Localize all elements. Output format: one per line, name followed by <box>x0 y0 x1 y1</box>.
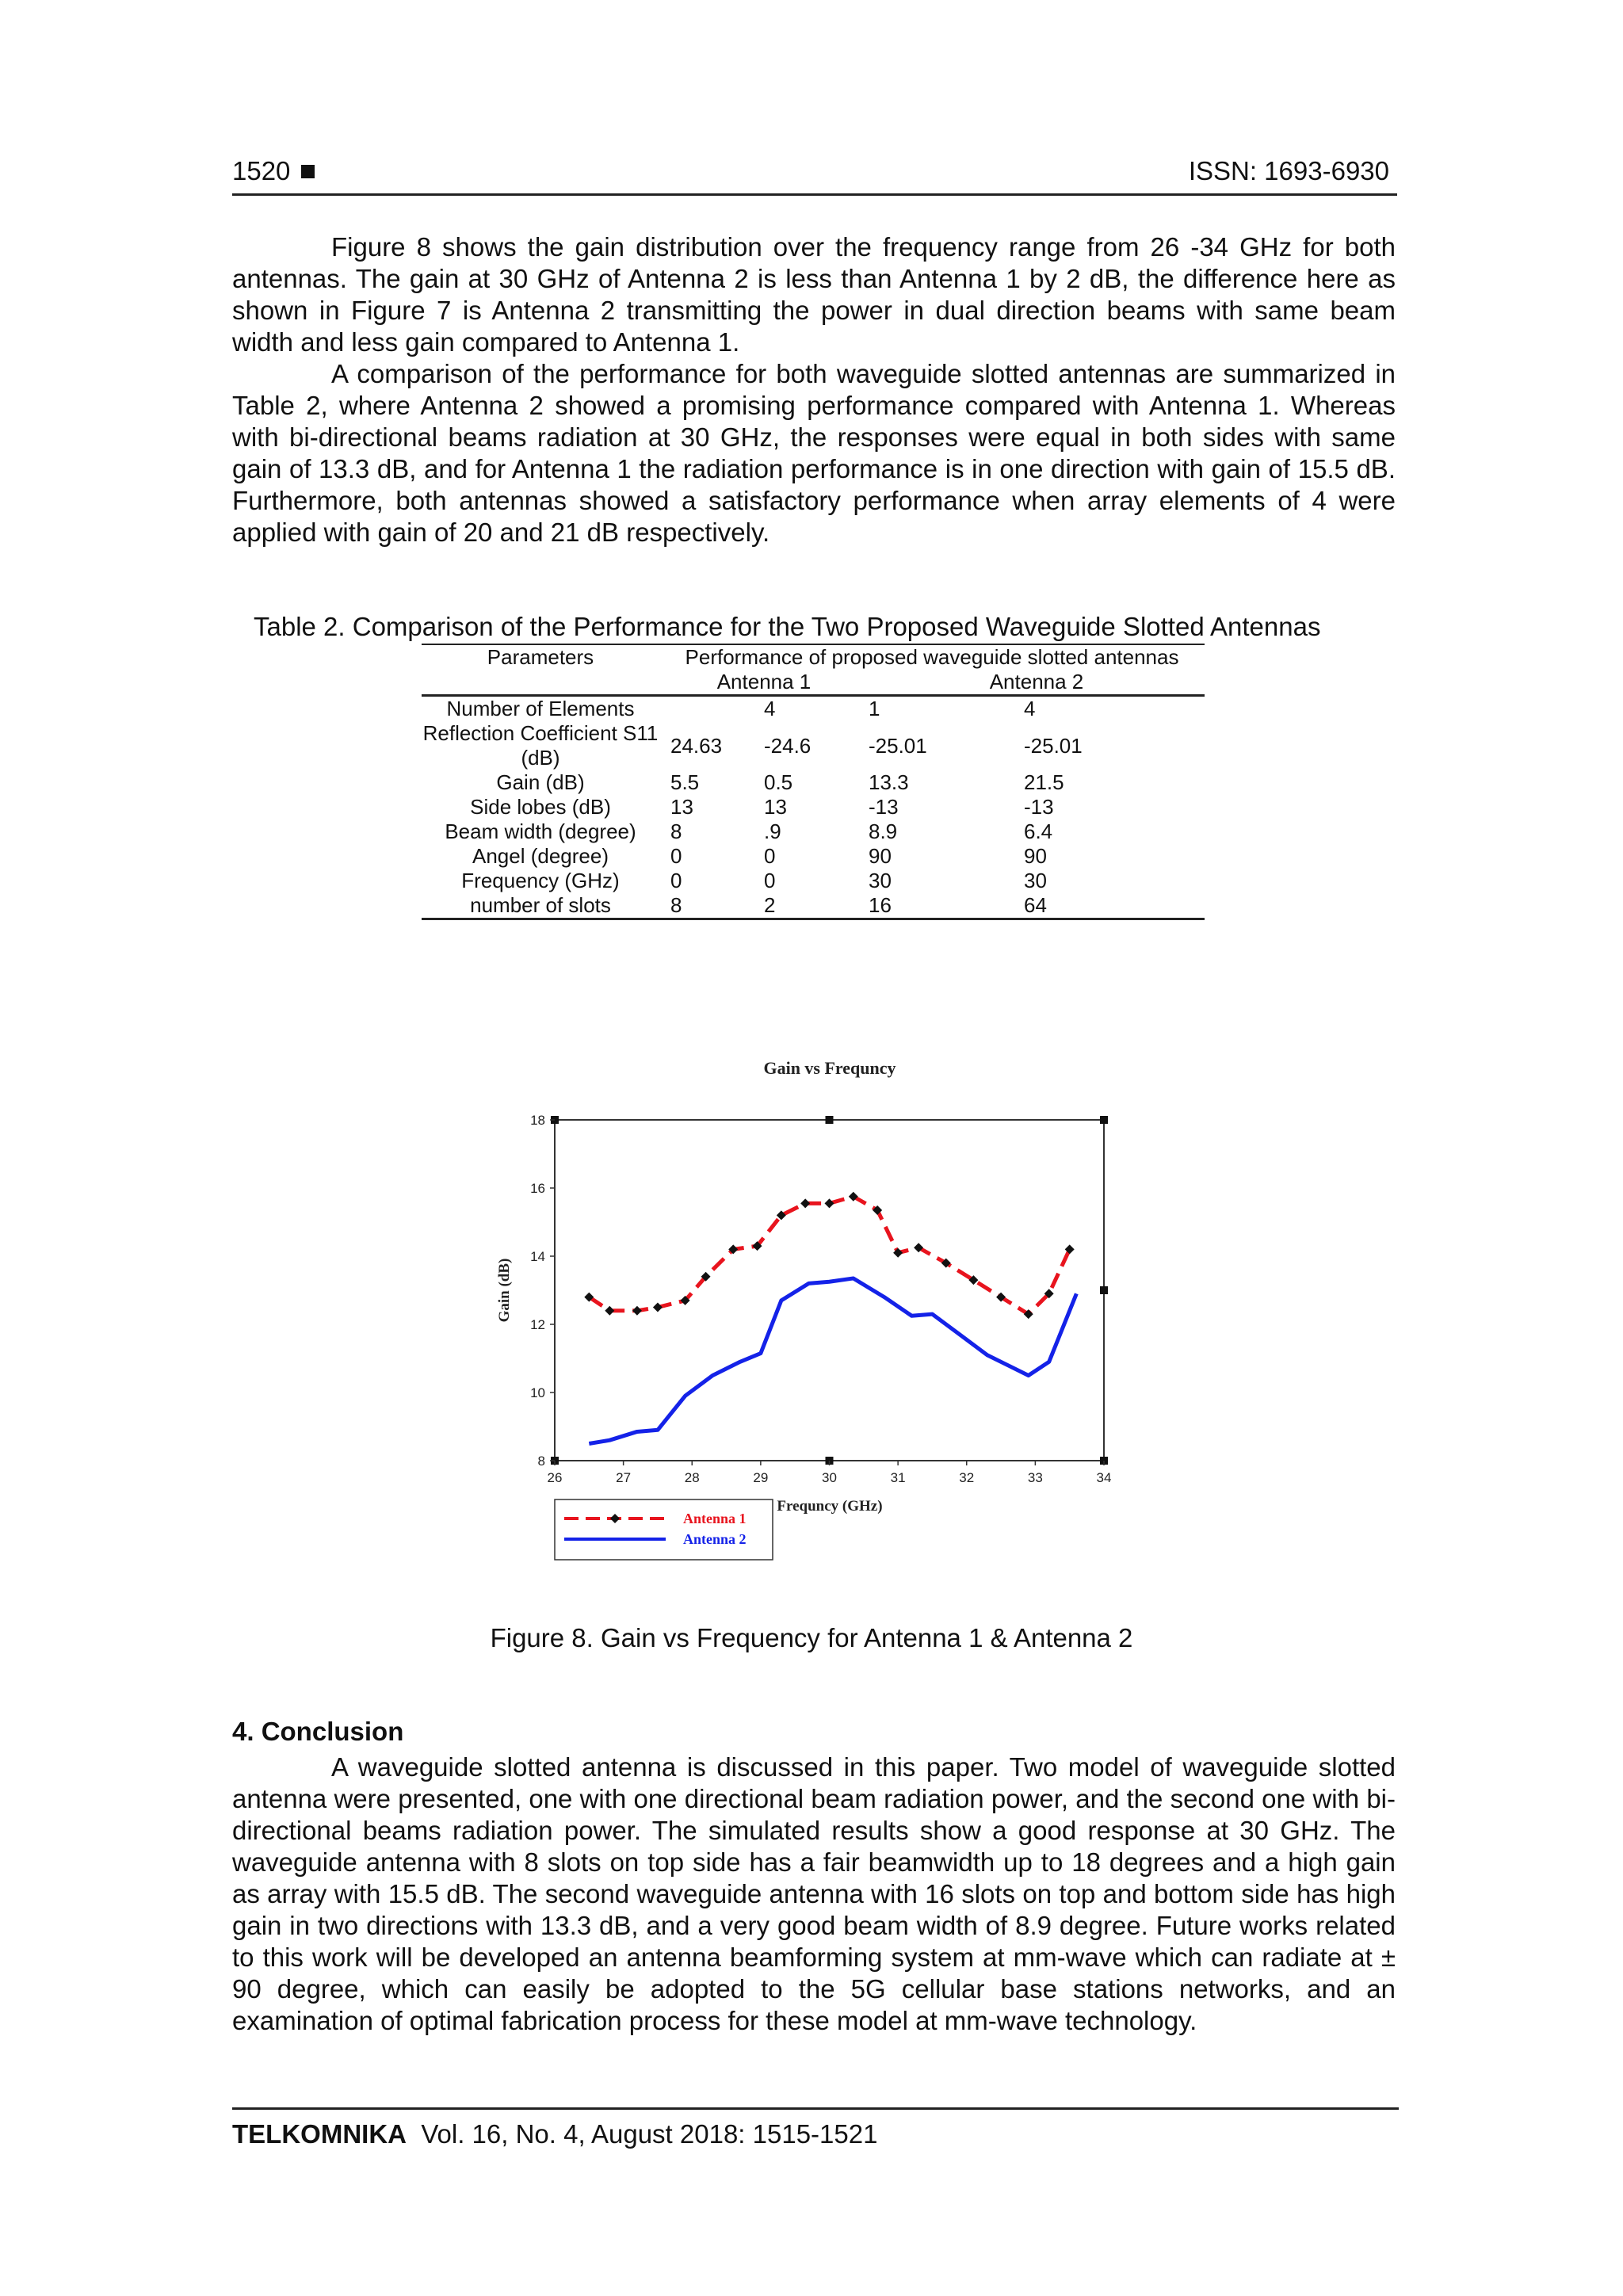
param-cell: Frequency (GHz) <box>461 869 620 892</box>
param-cell: Number of Elements <box>446 697 635 720</box>
x-tick-label: 33 <box>1027 1470 1043 1485</box>
legend-label: Antenna 1 <box>683 1511 747 1526</box>
param-header: Parameters <box>422 644 659 670</box>
y-tick-label: 14 <box>530 1249 545 1264</box>
param-cell: number of slots <box>422 893 659 919</box>
figure-caption: Figure 8. Gain vs Frequency for Antenna 1 & Antenna 2 <box>490 1623 1133 1652</box>
data-point <box>653 1303 663 1312</box>
value-cell: 1 <box>869 697 880 720</box>
table-row <box>422 795 1205 819</box>
intro-text <box>232 231 1396 548</box>
value-cell: 30 <box>1024 869 1047 892</box>
y-tick-label: 12 <box>530 1317 545 1332</box>
value-cell: 30 <box>869 869 892 892</box>
frame-handle <box>1100 1116 1108 1124</box>
x-tick-label: 31 <box>890 1470 906 1485</box>
comparison-table <box>422 644 1205 920</box>
legend-label: Antenna 2 <box>683 1531 747 1547</box>
param-cell: Beam width (degree) <box>445 819 636 843</box>
series-line-2 <box>589 1278 1076 1444</box>
value-cell: 5.5 <box>670 770 700 794</box>
page-footer <box>232 2107 1399 2149</box>
value-cell: 13 <box>764 795 787 819</box>
conclusion-text <box>232 1752 1396 2037</box>
frame-handle <box>1100 1286 1108 1294</box>
section-title: 4. Conclusion <box>232 1717 404 1746</box>
gain-frequency-chart <box>475 1038 1157 1593</box>
x-tick-label: 29 <box>753 1470 769 1485</box>
antenna2-header: Antenna 2 <box>869 670 1205 696</box>
table-row <box>422 869 1205 893</box>
performance-header: Performance of proposed waveguide slotted antennas <box>659 644 1205 670</box>
y-axis-label: Gain (dB) <box>496 1258 513 1323</box>
x-tick-label: 28 <box>684 1470 700 1485</box>
value-cell: -13 <box>869 795 899 819</box>
x-tick-label: 32 <box>959 1470 975 1485</box>
value-cell: 21.5 <box>1024 770 1064 794</box>
x-tick-label: 34 <box>1096 1470 1112 1485</box>
table-row <box>422 770 1205 795</box>
value-cell: 0 <box>670 844 682 868</box>
journal-details: Vol. 16, No. 4, August 2018: 1515-1521 <box>421 2119 878 2149</box>
param-cell: Reflection Coefficient S11 (dB) <box>422 721 659 770</box>
value-cell <box>659 696 764 722</box>
value-cell: 4 <box>764 697 776 720</box>
value-cell: 4 <box>1024 697 1036 720</box>
data-point <box>825 1198 834 1208</box>
page-number: 1520 <box>232 156 315 186</box>
frame-handle <box>826 1116 834 1124</box>
paragraph: A comparison of the performance for both waveguide slotted antennas are summarized in Table 2, where Antenna 2 showed a promising performance compared with Antenna 1. Whereas with bi-directional beams radiation at 30 GHz, the responses were equal in both sides with same gain of 13.3 dB, and for Antenna 1 the radiation performance is in one direction with gain of 15.5 dB. Furthermore, both antennas showed a satisfactory performance when array elements of 4 were applied with gain of 20 and 21 dB respectively. <box>232 359 1396 547</box>
x-axis-label: Frequncy (GHz) <box>777 1498 883 1515</box>
legend-box <box>555 1499 773 1560</box>
y-tick-label: 18 <box>530 1113 545 1128</box>
plot-frame <box>555 1120 1104 1461</box>
value-cell: 8 <box>659 893 764 919</box>
value-cell: 8 <box>670 819 682 843</box>
value-cell: 0.5 <box>764 770 793 794</box>
x-tick-label: 30 <box>822 1470 837 1485</box>
y-tick-label: 8 <box>537 1454 545 1469</box>
table-row <box>422 819 1205 844</box>
value-cell: 64 <box>1024 893 1205 919</box>
x-tick-label: 27 <box>616 1470 632 1485</box>
y-tick-label: 10 <box>530 1385 545 1400</box>
value-cell: -25.01 <box>1024 733 1083 758</box>
value-cell: 13 <box>670 795 693 819</box>
value-cell: 0 <box>764 869 776 892</box>
antenna1-header: Antenna 1 <box>659 670 869 696</box>
table-row <box>422 893 1205 919</box>
value-cell: 90 <box>1024 844 1047 868</box>
value-cell: 90 <box>869 844 892 868</box>
value-cell: 0 <box>764 844 776 868</box>
value-cell: 2 <box>764 893 869 919</box>
value-cell: .9 <box>764 819 781 843</box>
value-cell: -13 <box>1024 795 1054 819</box>
value-cell: -25.01 <box>869 733 927 758</box>
table-row <box>422 721 1205 770</box>
value-cell: 16 <box>869 893 1024 919</box>
journal-name: TELKOMNIKA <box>232 2119 407 2149</box>
value-cell: -24.6 <box>764 733 812 758</box>
table-row <box>422 696 1205 722</box>
table-caption: Table 2. Comparison of the Performance for the Two Proposed Waveguide Slotted Antennas <box>254 612 1321 641</box>
value-cell: 0 <box>670 869 682 892</box>
table-header-row <box>422 644 1205 670</box>
antenna-header-row <box>422 670 1205 696</box>
value-cell: 24.63 <box>670 733 723 758</box>
paragraph: Figure 8 shows the gain distribution over the frequency range from 26 -34 GHz for both antennas. The gain at 30 GHz of Antenna 2 is less than Antenna 1 by 2 dB, the difference here as shown in Figure 7 is Antenna 2 transmitting the power in dual direction beams with same beam width and less gain compared to Antenna 1. <box>232 232 1396 357</box>
param-cell: Angel (degree) <box>472 844 609 868</box>
y-tick-label: 16 <box>530 1181 545 1196</box>
x-tick-label: 26 <box>547 1470 563 1485</box>
chart-title: Gain vs Frequncy <box>763 1058 896 1078</box>
data-point <box>800 1198 810 1208</box>
table-row <box>422 844 1205 869</box>
value-cell: 13.3 <box>869 770 909 794</box>
issn: ISSN: 1693-6930 <box>1188 156 1389 185</box>
square-bullet-icon <box>301 165 315 178</box>
param-cell: Side lobes (dB) <box>470 795 611 819</box>
page-header <box>232 152 1397 196</box>
value-cell: 8.9 <box>869 819 898 843</box>
paragraph: A waveguide slotted antenna is discussed in this paper. Two model of waveguide slotted antenna were presented, one with one directional beam radiation power, and the second one with bi-directional beams radiation power. The simulated results show a good response at 30 GHz. The waveguide antenna with 8 slots on top side has a fair beamwidth up to 18 degrees and a high gain as array with 15.5 dB. The second waveguide antenna with 16 slots on top and bottom side has high gain in two directions with 13.3 dB, and a very good beam width of 8.9 degree. Future works related to this work will be developed an antenna beamforming system at mm-wave which can radiate at ± 90 degree, which can easily be adopted to the 5G cellular base stations networks, and an examination of optimal fabrication process for these model at mm-wave technology. <box>232 1752 1396 2035</box>
param-cell: Gain (dB) <box>496 770 585 794</box>
data-point <box>632 1306 642 1316</box>
data-point <box>605 1306 614 1316</box>
value-cell: 6.4 <box>1024 819 1053 843</box>
